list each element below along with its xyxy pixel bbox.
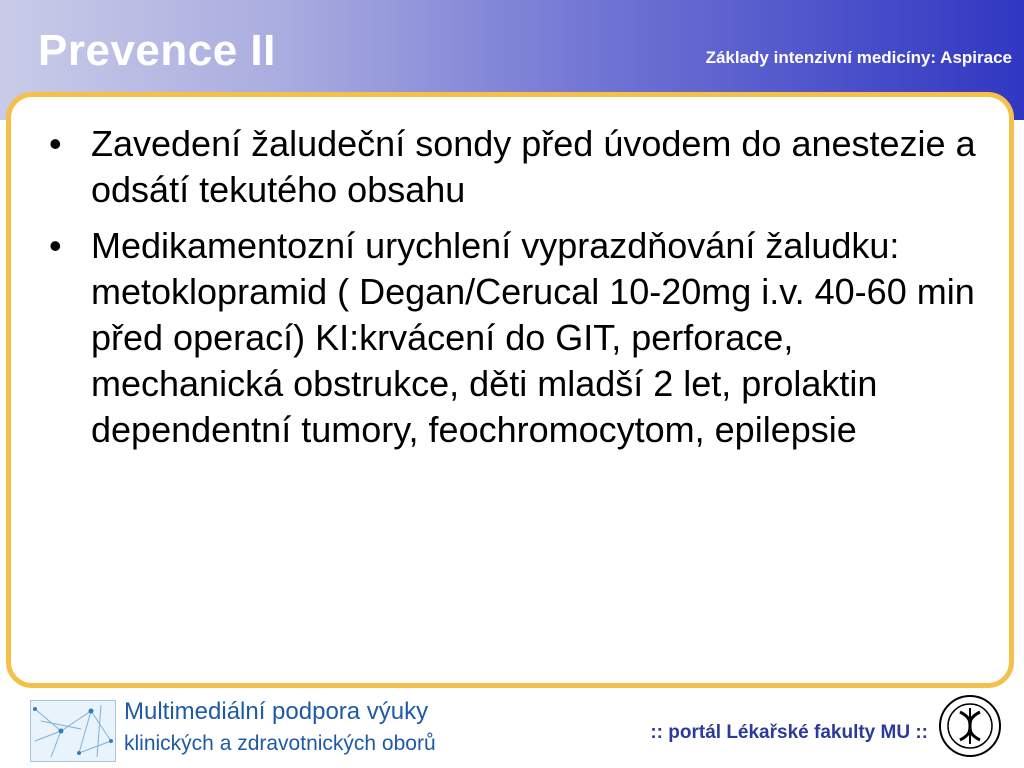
slide-subtitle: Základy intenzivní medicíny: Aspirace (705, 48, 1012, 67)
logo-text-line1: Multimediální podpora výuky (124, 698, 429, 725)
content-panel (6, 92, 1014, 688)
bullet-dot-icon: • (49, 225, 62, 266)
bullet-text: Medikamentozní urychlení vyprazdňování žaludku: metoklopramid ( Degan/Cerucal 10-20mg i.v. 40-60 min před operací) KI:krvácení do GIT, perforace, mechanická obstrukce, děti mladší 2 let, prolaktin dependentní tumory, feochromocytom, epilepsie (91, 225, 975, 450)
network-logo-icon (30, 700, 116, 762)
bullet-item (49, 121, 979, 213)
portal-label: :: portál Lékařské fakulty MU :: (650, 722, 928, 743)
bullet-item (49, 223, 979, 453)
logo-text-line2: klinických a zdravotnických oborů (124, 732, 436, 755)
bullet-text: Zavedení žaludeční sondy před úvodem do anestezie a odsátí tekutého obsahu (91, 123, 976, 210)
university-seal-icon (938, 694, 1002, 758)
bullet-list (49, 121, 979, 463)
slide-footer (0, 688, 1024, 768)
slide-title: Prevence II (38, 26, 276, 75)
bullet-dot-icon: • (49, 123, 62, 164)
